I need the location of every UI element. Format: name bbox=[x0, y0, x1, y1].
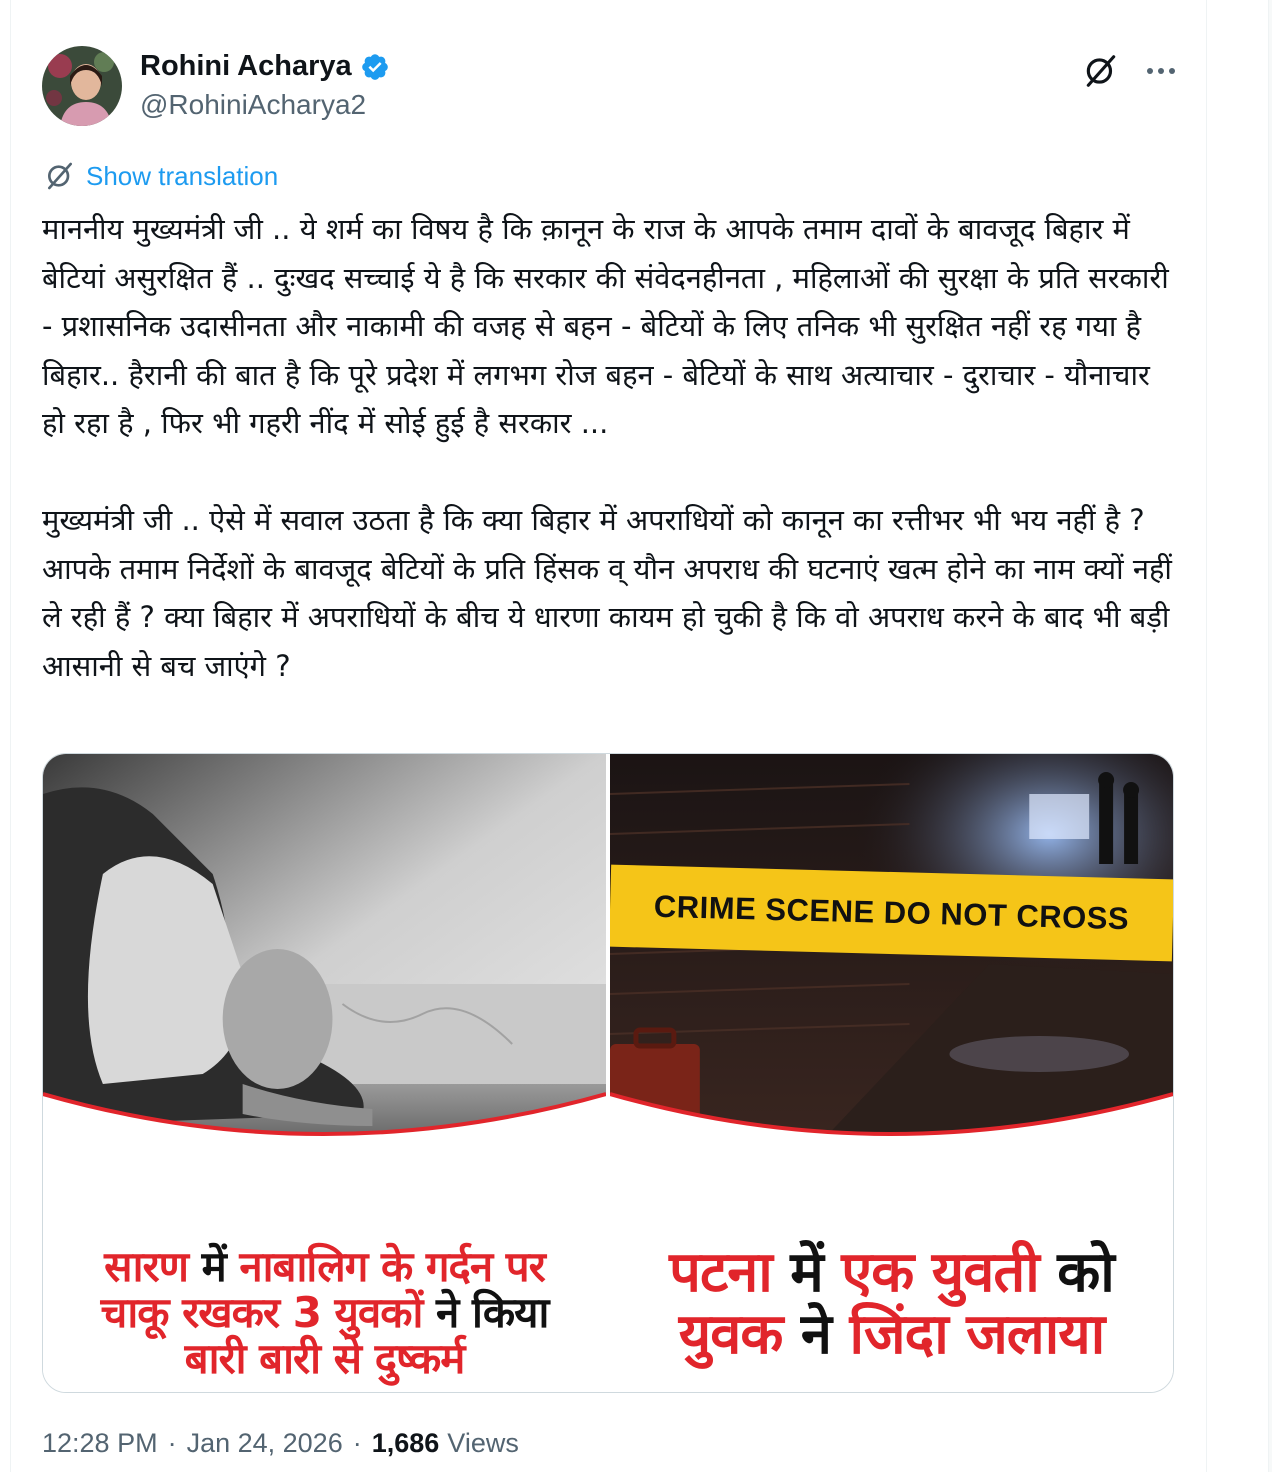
handle[interactable]: @RohiniAcharya2 bbox=[140, 89, 367, 120]
grok-icon bbox=[1082, 52, 1120, 90]
post-date[interactable]: Jan 24, 2026 bbox=[186, 1428, 343, 1458]
tweet-paragraph-2: मुख्यमंत्री जी .. ऐसे में सवाल उठता है कि क्या बिहार में अपराधियों को कानून का रत्तीभर भी भय नहीं है ? आपके तमाम निर्देशों के बावजूद बेटियों के प्रति हिंसक व् यौन अपराध की घटनाएं खत्म होने का नाम क्यों नहीं ले रही हैं ? क्या बिहार में अपराधियों के बीच ये धारणा कायम हो चुकी है कि वो अपराध करने के बाद भी बड़ी आसानी से बच जाएंगे ? bbox=[42, 503, 1182, 683]
headline-part: जिंदा जलाया bbox=[849, 1301, 1105, 1367]
more-options-button[interactable] bbox=[1140, 50, 1182, 92]
views-label: Views bbox=[447, 1428, 519, 1458]
tweet-meta bbox=[42, 1428, 519, 1459]
show-translation-label: Show translation bbox=[86, 160, 279, 191]
headline-part: ने bbox=[436, 1288, 472, 1338]
crime-scene-tape bbox=[610, 865, 1173, 962]
headline-part: एक युवती bbox=[841, 1240, 1058, 1305]
right-headline bbox=[610, 1242, 1173, 1365]
tweet-text bbox=[42, 205, 1182, 690]
meta-separator: · bbox=[167, 1428, 177, 1458]
tweet-paragraph-1: माननीय मुख्यमंत्री जी .. ये शर्म का विषय है कि क़ानून के राज के आपके तमाम दावों के बावजूद बिहार में बेटियां असुरक्षित हैं .. दुःखद सच्चाई ये है कि सरकार की संवेदनहीनता , महिलाओं की सुरक्षा के प्रति सरकारी - प्रशासनिक उदासीनता और नाकामी की वजह से बहन - बेटियों के लिए तनिक भी सुरक्षित नहीं रह गया है बिहार.. हैरानी की बात है कि पूरे प्रदेश में लगभग रोज बहन - बेटियों के साथ अत्याचार - दुराचार - यौनाचार हो रहा है , फिर भी गहरी नींद में सोई हुई है सरकार ... bbox=[42, 212, 1178, 440]
media-grid bbox=[42, 753, 1174, 1393]
headline-part: नाबालिग के गर्दन पर चाकू रखकर bbox=[100, 1242, 545, 1338]
headline-part: ने bbox=[800, 1301, 850, 1367]
more-dots-icon bbox=[1146, 67, 1176, 75]
media-image-left[interactable] bbox=[43, 754, 606, 1392]
views-count: 1,686 bbox=[371, 1428, 440, 1458]
headline-part: में bbox=[201, 1242, 240, 1291]
grok-icon bbox=[44, 160, 76, 192]
tweet-header bbox=[42, 44, 1182, 128]
headline-part: बारी बारी से दुष्कर्म bbox=[184, 1334, 465, 1384]
headline-part: किया bbox=[471, 1288, 549, 1338]
crime-scene-tape-text: CRIME SCENE DO NOT CROSS bbox=[653, 888, 1130, 937]
headline-part: को bbox=[1057, 1240, 1114, 1305]
headline-part: में bbox=[790, 1240, 842, 1305]
author-info bbox=[140, 50, 390, 121]
media-image-right[interactable] bbox=[610, 754, 1173, 1392]
left-headline bbox=[43, 1244, 606, 1383]
avatar-image bbox=[42, 46, 122, 126]
headline-part: सारण bbox=[104, 1242, 202, 1291]
meta-separator: · bbox=[352, 1428, 362, 1458]
grok-button[interactable] bbox=[1080, 50, 1122, 92]
sad-girl-photo bbox=[43, 754, 606, 1154]
timeline-border-right bbox=[1206, 0, 1207, 1472]
sidebar-edge bbox=[1268, 0, 1272, 1472]
post-time[interactable]: 12:28 PM bbox=[42, 1428, 158, 1458]
headline-part: युवक bbox=[678, 1301, 801, 1367]
avatar[interactable] bbox=[42, 46, 122, 126]
timeline-border-left bbox=[10, 0, 11, 1472]
show-translation-link[interactable] bbox=[44, 160, 278, 192]
headline-part: पटना bbox=[669, 1240, 791, 1305]
verified-badge-icon bbox=[360, 52, 390, 82]
display-name[interactable]: Rohini Acharya bbox=[140, 50, 352, 82]
headline-part: 3 युवकों bbox=[292, 1288, 437, 1338]
